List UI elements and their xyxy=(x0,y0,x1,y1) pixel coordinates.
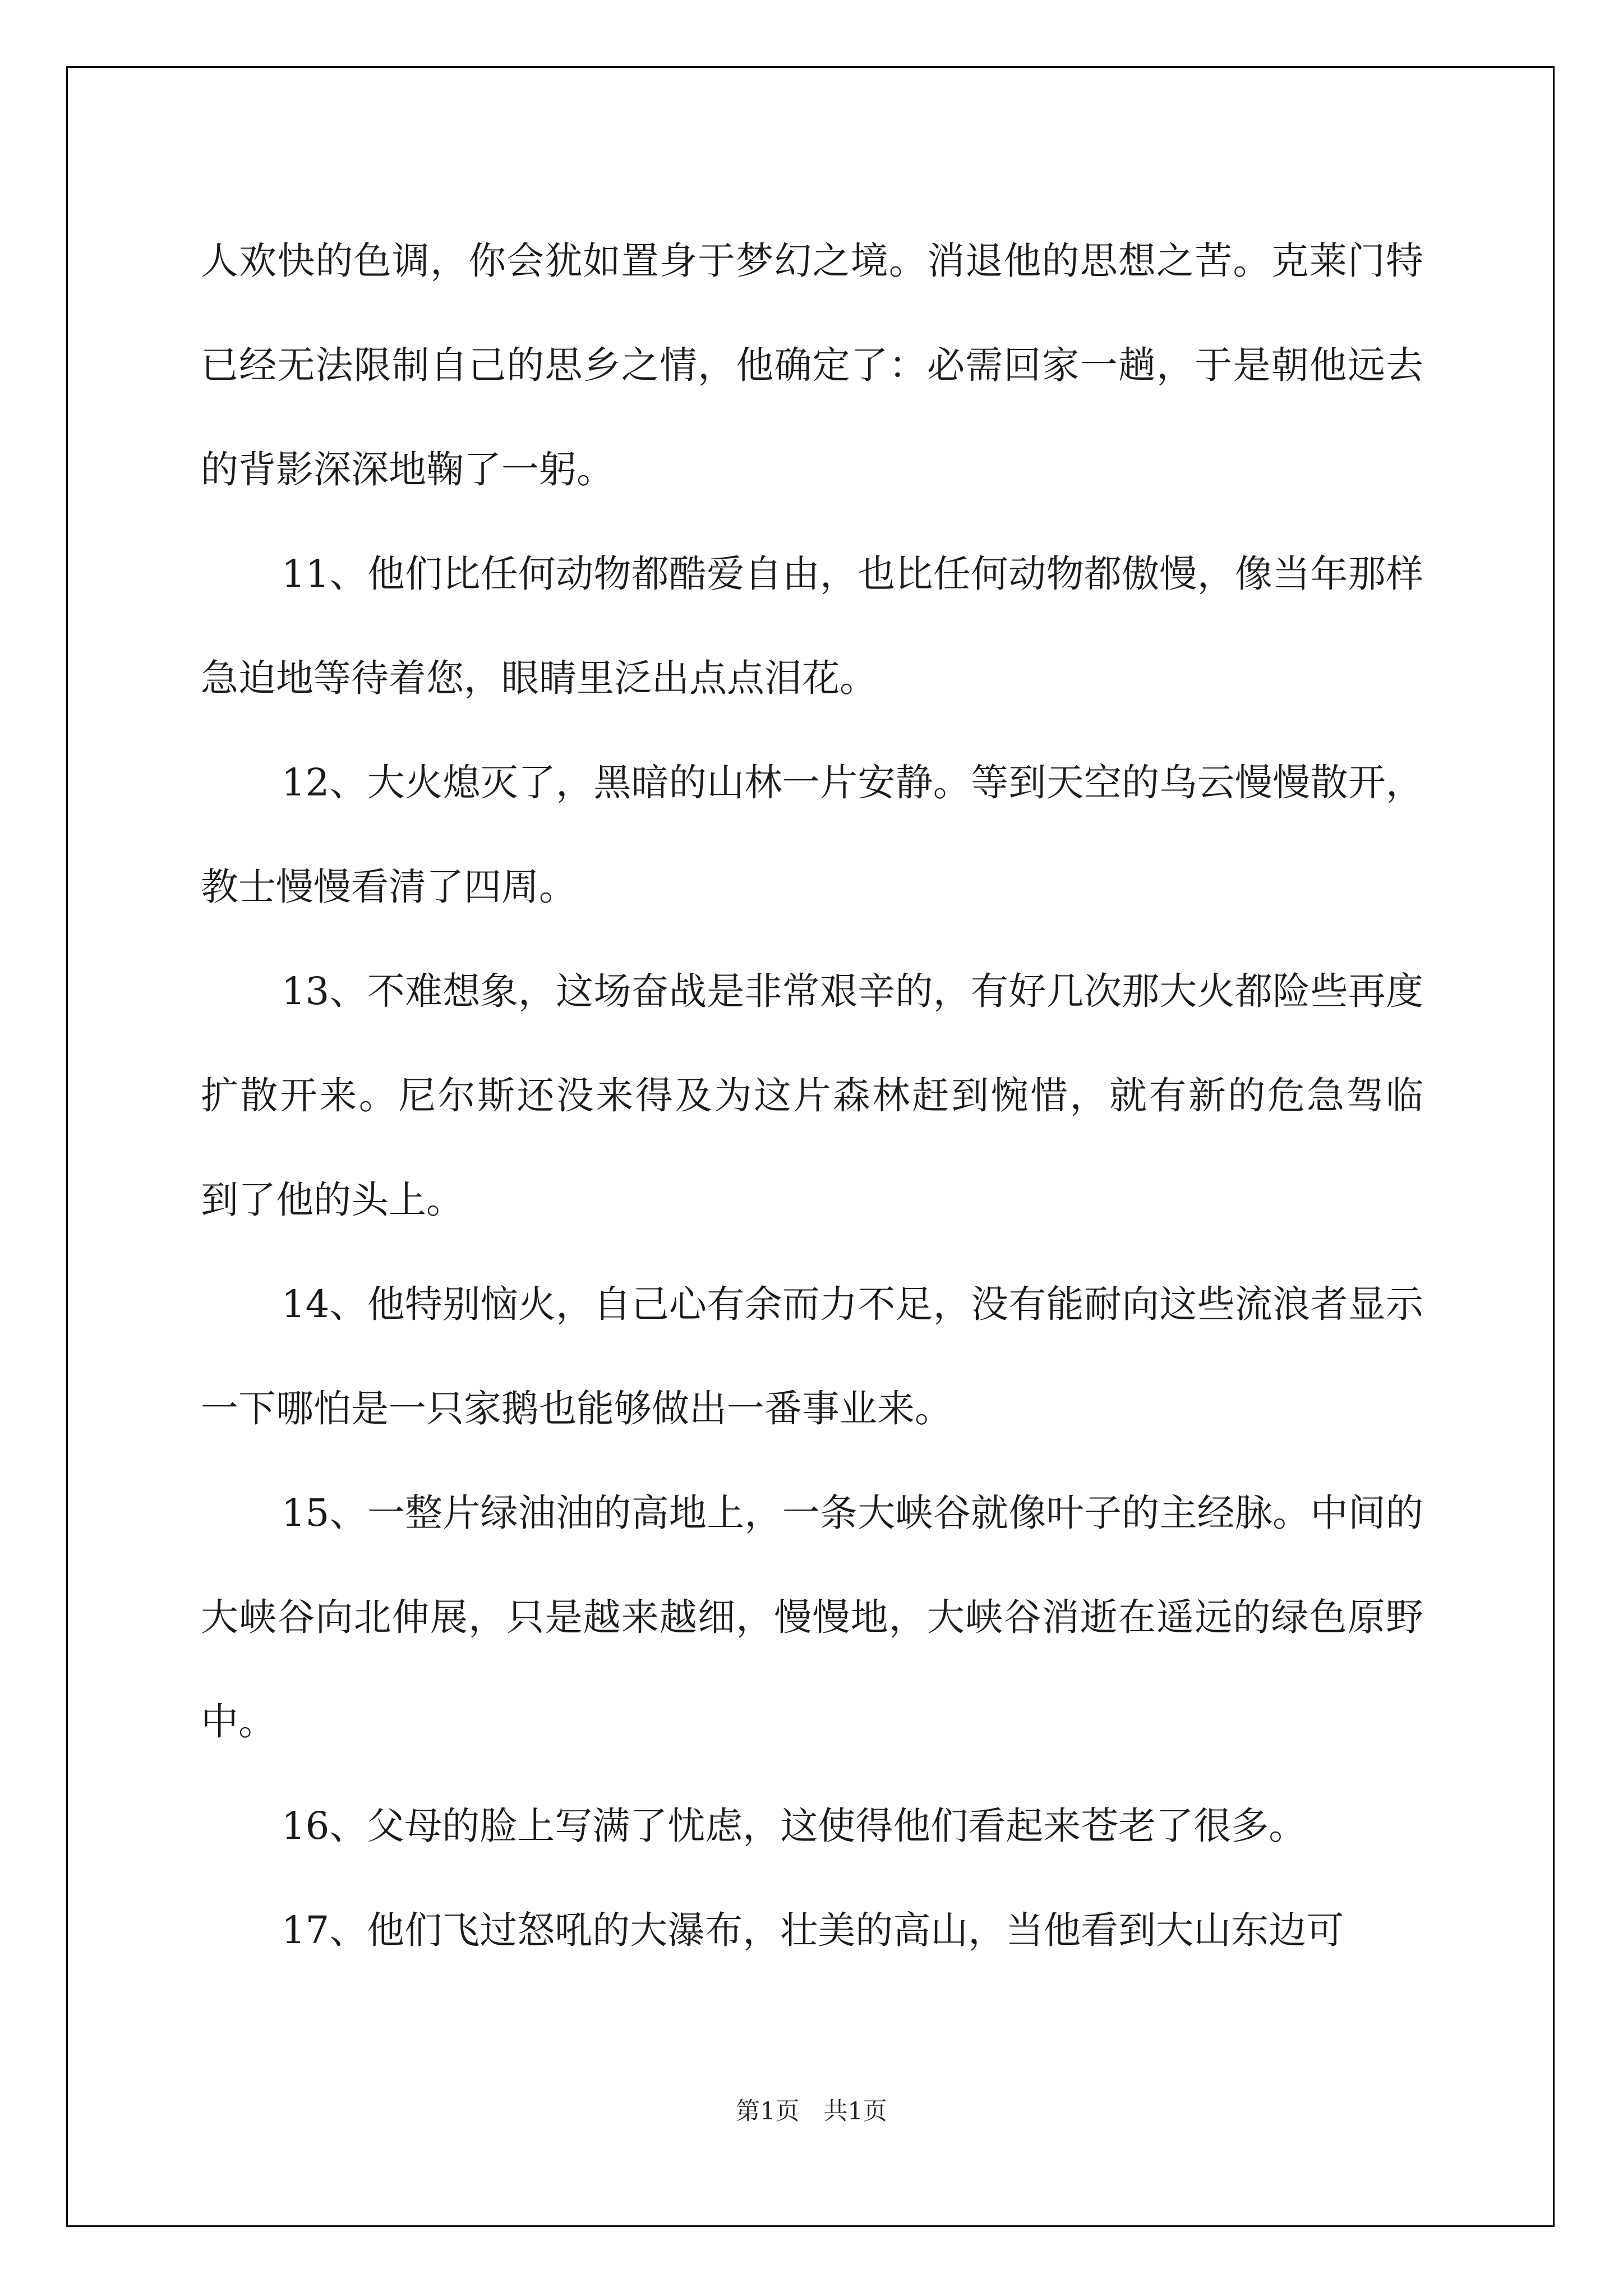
paragraph: 11、他们比任何动物都酷爱自由，也比任何动物都傲慢，像当年那样急迫地等待着您，眼睛里泛出点点泪花。 xyxy=(201,552,1423,700)
document-body xyxy=(201,209,1461,1982)
paragraph: 12、大火熄灭了，黑暗的山林一片安静。等到天空的乌云慢慢散开，教士慢慢看清了四周。 xyxy=(201,761,1423,909)
page-number-footer: 第1页 共1页 xyxy=(736,2097,887,2125)
paragraph: 17、他们飞过怒吼的大瀑布，壮美的高山，当他看到大山东边可 xyxy=(282,1908,1344,1952)
paragraph: 人欢快的色调，你会犹如置身于梦幻之境。消退他的思想之苦。克莱门特已经无法限制自己的思乡之情，他确定了：必需回家一趟，于是朝他远去的背影深深地鞠了一躬。 xyxy=(201,239,1423,491)
paragraph: 13、不难想象，这场奋战是非常艰辛的，有好几次那大火都险些再度扩散开来。尼尔斯还没来得及为这片森林赶到惋惜，就有新的危急驾临 到了他的头上。 xyxy=(201,969,1461,1222)
paragraph: 15、一整片绿油油的高地上，一条大峡谷就像叶子的主经脉。中间的大峡谷向北伸展，只是越来越细，慢慢地，大峡谷消逝在遥远的绿色原野中。 xyxy=(201,1491,1423,1743)
paragraph: 14、他特别恼火，自己心有余而力不足，没有能耐向这些流浪者显示一下哪怕是一只家鹅也能够做出一番事业来。 xyxy=(201,1282,1423,1430)
paragraph: 16、父母的脸上写满了忧虑，这使得他们看起来苍老了很多。 xyxy=(282,1804,1307,1848)
